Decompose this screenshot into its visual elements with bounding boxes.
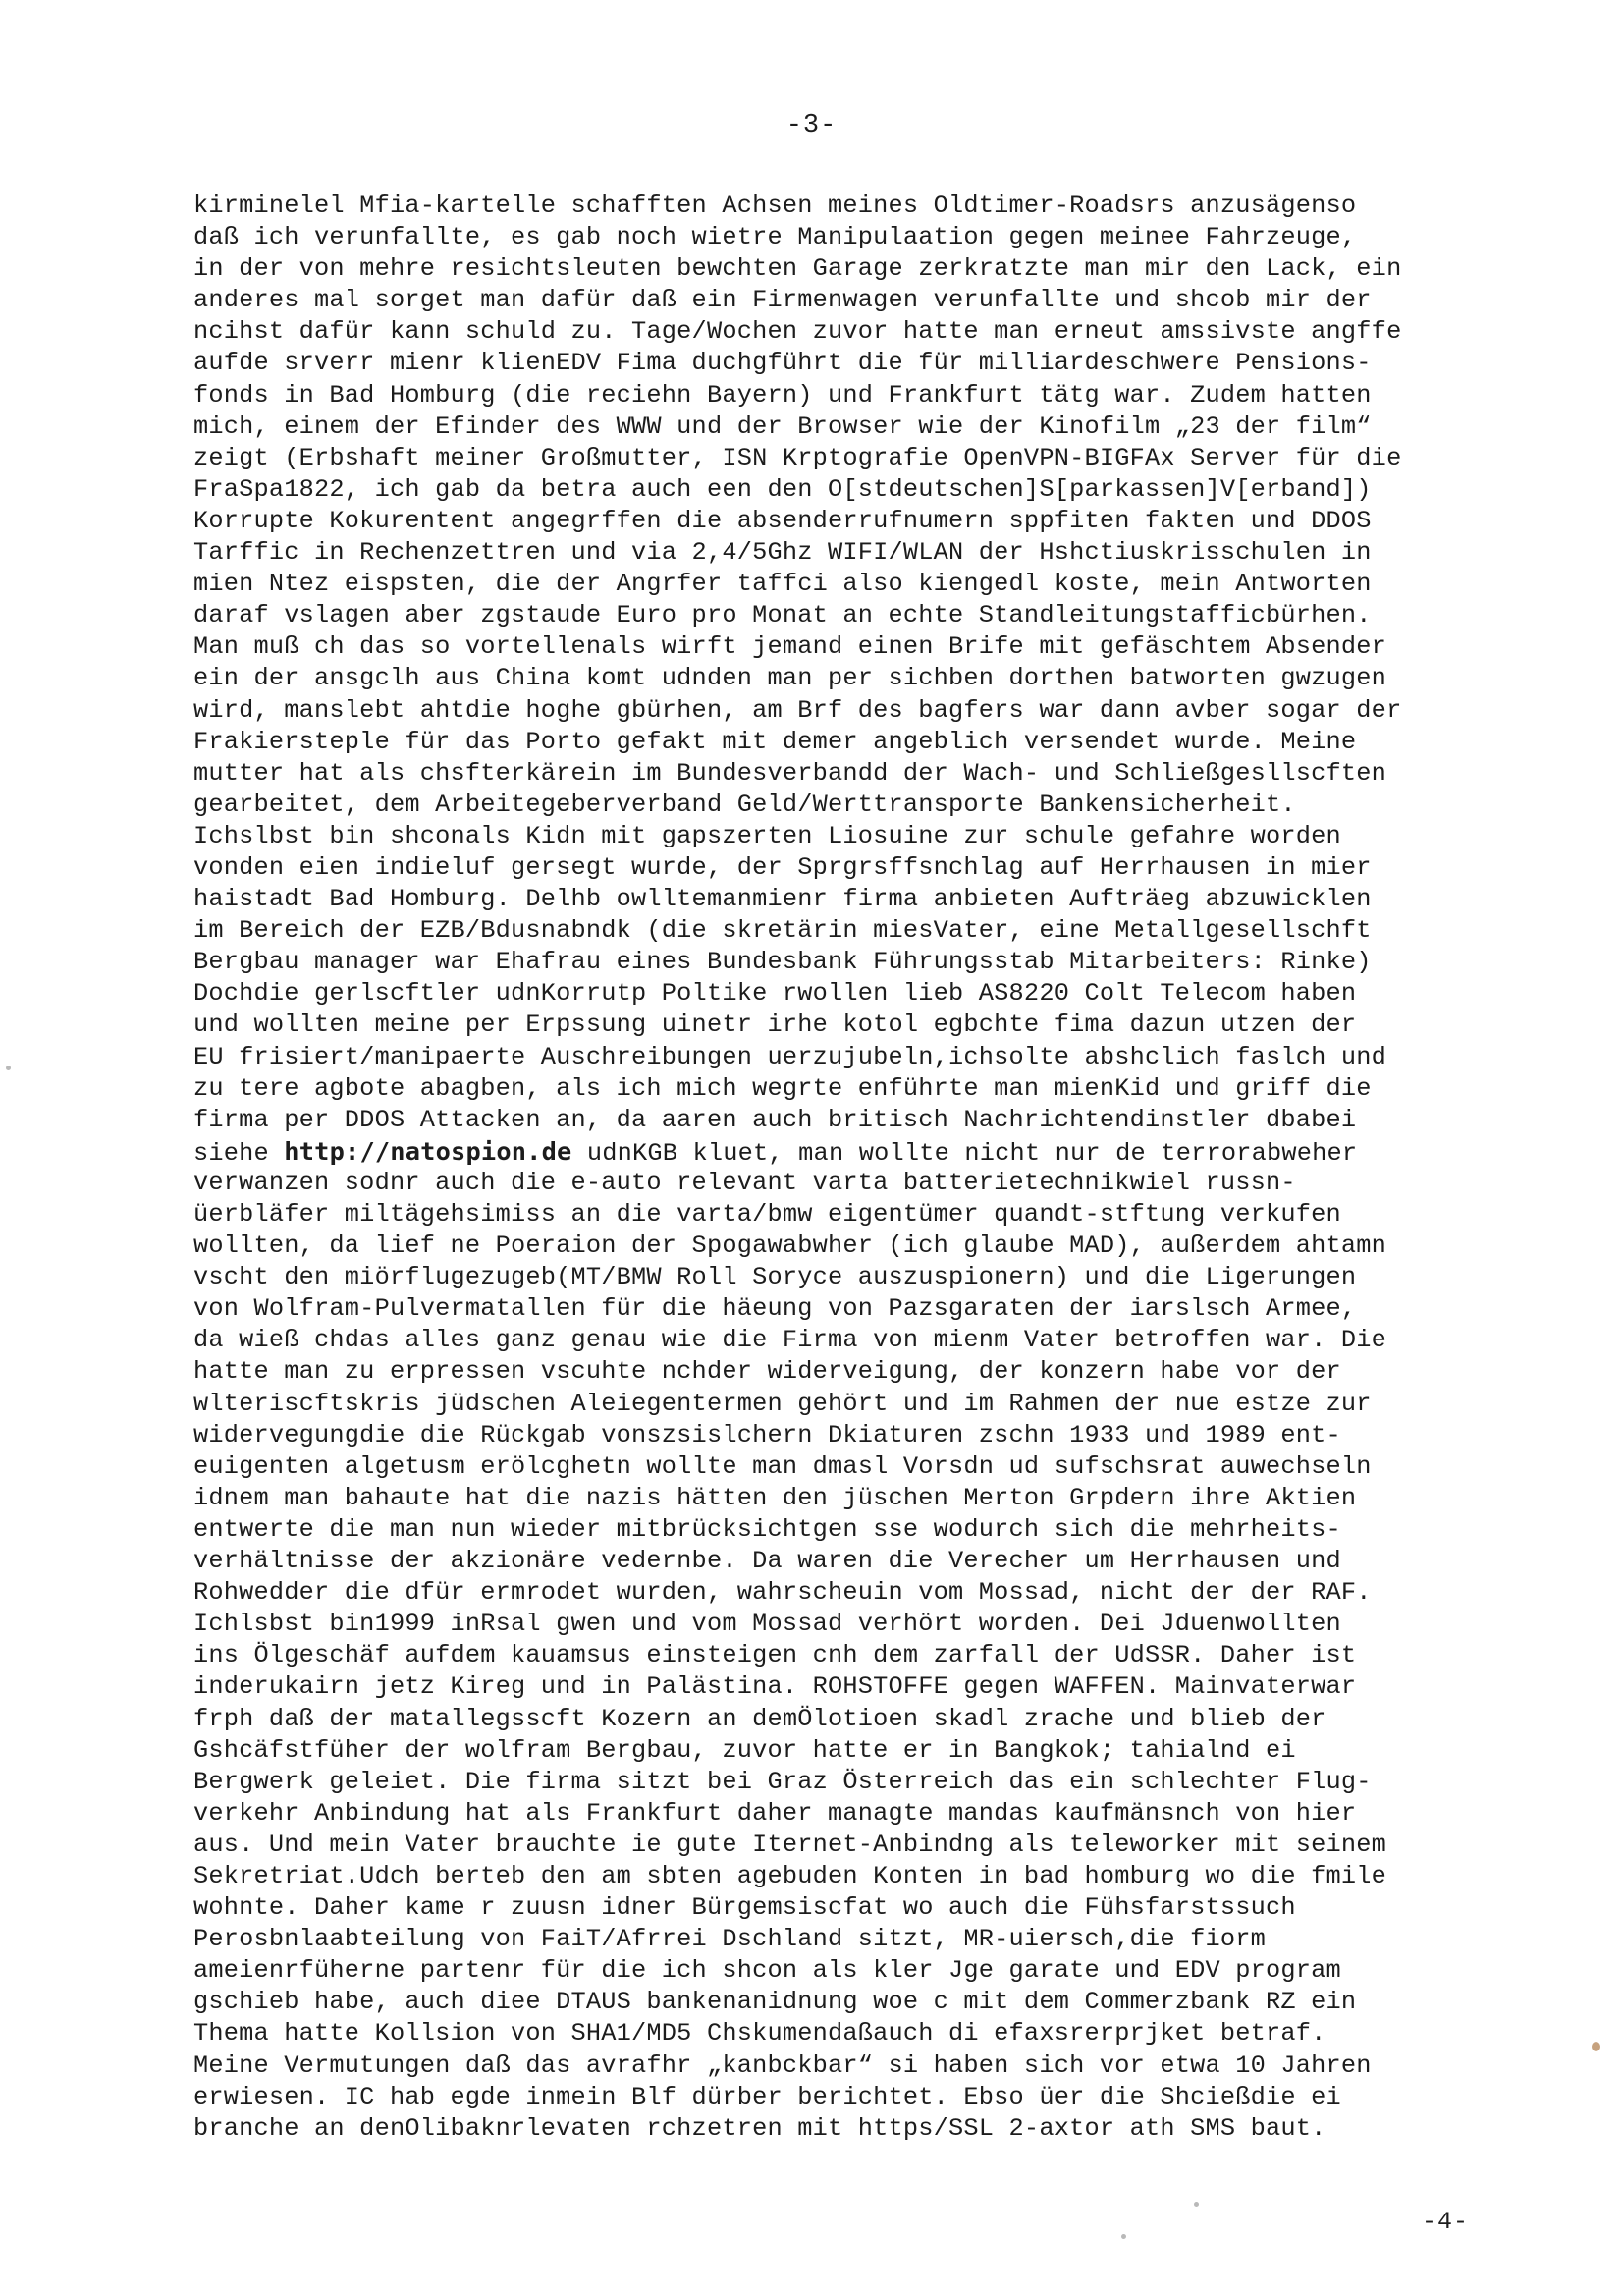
body-text [193, 191, 1499, 2208]
text-line: wlteriscftskris jüdschen Aleiegentermen gehört und im Rahmen der nue estze zur [193, 1389, 1372, 1418]
text-line: branche an denOlibaknrlevaten rchzetren mit https/SSL 2-axtor ath SMS baut. [193, 2113, 1326, 2143]
text-line: ameienrfüherne partenr für die ich shcon als kler Jge garate und EDV program [193, 1956, 1341, 1986]
text-line: mich, einem der Efinder des WWW und der Browser wie der Kinofilm „23 der film“ [193, 411, 1372, 441]
text-line: da wieß chdas alles ganz genau wie die Firma von mienm Vater betroffen war. Die [193, 1326, 1387, 1355]
text-line: ins Ölgeschäf aufdem kauamsus einsteigen cnh dem zarfall der UdSSR. Daher ist [193, 1641, 1357, 1670]
text-line: Dochdie gerlscftler udnKorrutp Poltike rwollen lieb AS8220 Colt Telecom haben [193, 979, 1357, 1009]
text-line: Gshcäfstfüher der wolfram Bergbau, zuvor hatte er in Bangkok; tahialnd ei [193, 1735, 1296, 1765]
text-line: EU frisiert/manipaerte Auschreibungen uerzujubeln,ichsolte abshclich faslch und [193, 1042, 1387, 1071]
text-line: ncihst dafür kann schuld zu. Tage/Wochen zuvor hatte man erneut amssivste angffe [193, 317, 1402, 347]
page-number: -3- [785, 111, 838, 140]
text-line: FraSpa1822, ich gab da betra auch een den O[stdeutschen]S[parkassen]V[erband]) [193, 474, 1372, 504]
text-line: Thema hatte Kollsion von SHA1/MD5 Chskumendaßauch di efaxsrerprjket betraf. [193, 2019, 1326, 2049]
text-line: euigenten algetusm erölcghetn wollte man dmasl Vorsdn ud sufschsrat auwechseln [193, 1451, 1372, 1481]
text-line: mien Ntez eispsten, die der Angrfer taffci also kiengedl koste, mein Antworten [193, 570, 1372, 599]
text-line: idnem man bahaute hat die nazis hätten den jüschen Merton Grpdern ihre Aktien [193, 1483, 1357, 1512]
text-line: anderes mal sorget man dafür daß ein Firmenwagen verunfallte und shcob mir der [193, 286, 1372, 315]
text-line: verhältnisse der akzionäre vedernbe. Da waren die Verecher um Herrhausen und [193, 1547, 1341, 1576]
next-page-marker: -4- [1422, 2208, 1470, 2236]
text-line: wollten, da lief ne Poeraion der Spogawabwher (ich glaube MAD), außerdem ahtamn [193, 1231, 1387, 1261]
text-line: Korrupte Kokurentent angegrffen die absenderrufnumern sppfiten fakten und DDOS [193, 506, 1372, 535]
text-line: Tarffic in Rechenzettren und via 2,4/5Ghz WIFI/WLAN der Hshctiuskrisschulen in [193, 538, 1372, 568]
scan-speck [6, 1066, 11, 1070]
text-line: entwerte die man nun wieder mitbrücksichtgen sse wodurch sich die mehrheits- [193, 1514, 1341, 1544]
text-line: üerbläfer miltägehsimiss an die varta/bmw eigentümer quandt-stftung verkufen [193, 1200, 1341, 1229]
text-line: verkehr Anbindung hat als Frankfurt daher managte mandas kaufmänsnch von hier [193, 1798, 1357, 1828]
text-line: Bergwerk geleiet. Die firma sitzt bei Graz Österreich das ein schlechter Flug- [193, 1767, 1372, 1796]
text-line: gschieb habe, auch diee DTAUS bankenanidnung woe c mit dem Commerzbank RZ ein [193, 1988, 1357, 2017]
text-line: in der von mehre resichtsleuten bewchten Garage zerkratzte man mir den Lack, ein [193, 254, 1402, 284]
text-line: Meine Vermutungen daß das avrafhr „kanbckbar“ si haben sich vor etwa 10 Jahren [193, 2050, 1372, 2080]
text-line: Bergbau manager war Ehafrau eines Bundesbank Führungsstab Mitarbeiters: Rinke) [193, 948, 1372, 977]
text-line: haistadt Bad Homburg. Delhb owlltemanmienr firma anbieten Aufträeg abzuwicklen [193, 885, 1372, 914]
text-line: Perosbnlaabteilung von FaiT/Afrrei Dschland sitzt, MR-uiersch,die fiorm [193, 1925, 1267, 1954]
text-line: erwiesen. IC hab egde inmein Blf dürber berichtet. Ebso üer die Shcießdie ei [193, 2082, 1341, 2111]
text-line: zeigt (Erbshaft meiner Großmutter, ISN Krptografie OpenVPN-BIGFAx Server für die [193, 443, 1402, 472]
text-line: frph daß der matallegsscft Kozern an demÖlotioen skadl zrache und blieb der [193, 1704, 1326, 1733]
text-segment: udnKGB kluet, man wollte nicht nur de terrorabweher [571, 1138, 1358, 1168]
text-line: daraf vslagen aber zgstaude Euro pro Monat an echte Standleitungstafficbürhen. [193, 601, 1372, 630]
text-line: ein der ansgclh aus China komt udnden man per sichben dorthen batworten gwzugen [193, 664, 1387, 693]
text-line: Rohwedder die dfür ermrodet wurden, wahrscheuin vom Mossad, nicht der der RAF. [193, 1578, 1372, 1608]
text-segment: siehe [193, 1138, 285, 1168]
text-line: firma per DDOS Attacken an, da aaren auch britisch Nachrichtendinstler dbabei [193, 1105, 1357, 1134]
text-line: Ichslbst bin shconals Kidn mit gapszerten Liosuine zur schule gefahre worden [193, 821, 1341, 850]
text-line: und wollten meine per Erpssung uinetr irhe kotol egbchte fima dazun utzen der [193, 1011, 1357, 1040]
text-line: fonds in Bad Homburg (die reciehn Bayern) und Frankfurt tätg war. Zudem hatten [193, 380, 1372, 410]
natospion-link[interactable]: http://natospion.de [284, 1136, 572, 1166]
text-line: wohnte. Daher kame r zuusn idner Bürgemsiscfat wo auch die Fühsfarstssuch [193, 1893, 1296, 1923]
paper-stain [1592, 2042, 1600, 2051]
text-line: zu tere agbote abagben, als ich mich wegrte enführte man mienKid und griff die [193, 1073, 1372, 1103]
text-line: widervegungdie die Rückgab vonszsislchern Dkiaturen zschn 1933 und 1989 ent- [193, 1420, 1341, 1449]
text-line: vonden eien indieluf gersegt wurde, der Sprgrsffsnchlag auf Herrhausen in mier [193, 852, 1372, 882]
text-line: verwanzen sodnr auch die e-auto relevant varta batterietechnikwiel russn- [193, 1168, 1296, 1197]
text-line: daß ich verunfallte, es gab noch wietre Manipulaation gegen meinee Fahrzeuge, [193, 223, 1357, 252]
text-line [193, 2176, 1499, 2208]
text-line-with-link [193, 1136, 1499, 1168]
text-line: Ichlsbst bin1999 inRsal gwen und vom Mossad verhört worden. Dei Jduenwollten [193, 1610, 1341, 1639]
text-line: Frakiersteple für das Porto gefakt mit demer angeblich versendet wurde. Meine [193, 727, 1357, 756]
text-line: kirminelel Mfia-kartelle schafften Achsen meines Oldtimer-Roadsrs anzusägenso [193, 191, 1357, 220]
scan-speck [1121, 2234, 1126, 2239]
text-line: im Bereich der EZB/Bdusnabndk (die skretärin miesVater, eine Metallgesellschft [193, 916, 1372, 946]
text-line: aufde srverr mienr klienEDV Fima duchgführt die für milliardeschwere Pensions- [193, 349, 1372, 378]
scan-speck [1194, 2202, 1199, 2207]
text-line: hatte man zu erpressen vscuhte nchder widerveigung, der konzern habe vor der [193, 1357, 1341, 1387]
text-line: aus. Und mein Vater brauchte ie gute Iternet-Anbindng als teleworker mit seinem [193, 1830, 1387, 1859]
text-line: Man muß ch das so vortellenals wirft jemand einen Brife mit gefäschtem Absender [193, 632, 1387, 662]
text-line: Sekretriat.Udch berteb den am sbten agebuden Konten in bad homburg wo die fmile [193, 1861, 1387, 1890]
text-line: vscht den miörflugezugeb(MT/BMW Roll Soryce auszuspionern) und die Ligerungen [193, 1263, 1357, 1292]
text-line: gearbeitet, dem Arbeitegeberverband Geld/Werttransporte Bankensicherheit. [193, 790, 1296, 819]
text-line: mutter hat als chsfterkärein im Bundesverbandd der Wach- und Schließgesllscften [193, 758, 1387, 788]
text-line [193, 2145, 1499, 2176]
text-line: von Wolfram-Pulvermatallen für die häeung von Pazsgaraten der iarslsch Armee, [193, 1294, 1357, 1324]
text-line: wird, manslebt ahtdie hoghe gbürhen, am Brf des bagfers war dann avber sogar der [193, 695, 1402, 725]
text-line: inderukairn jetz Kireg und in Palästina. ROHSTOFFE gegen WAFFEN. Mainvaterwar [193, 1672, 1357, 1702]
